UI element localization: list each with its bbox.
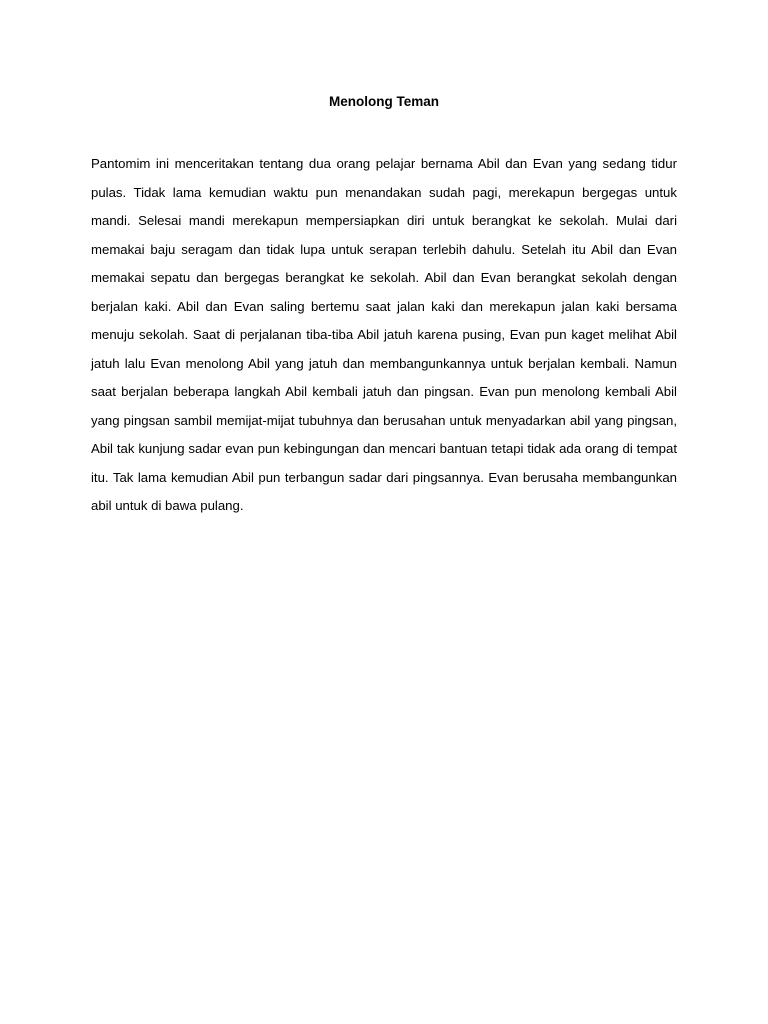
document-title: Menolong Teman [329, 94, 439, 109]
document-paragraph: Pantomim ini menceritakan tentang dua orang pelajar bernama Abil dan Evan yang sedang tidur pulas. Tidak lama kemudian waktu pun menandakan sudah pagi, merekapun bergegas untuk mandi. Selesai mandi merekapun mempersiapkan diri untuk berangkat ke sekolah. Mulai dari memakai baju seragam dan tidak lupa untuk serapan terlebih dahulu. Setelah itu Abil dan Evan memakai sepatu dan bergegas berangkat ke sekolah. Abil dan Evan berangkat sekolah dengan berjalan kaki. Abil dan Evan saling bertemu saat jalan kaki dan merekapun jalan kaki bersama menuju sekolah. Saat di perjalanan tiba-tiba Abil jatuh karena pusing, Evan pun kaget melihat Abil jatuh lalu Evan menolong Abil yang jatuh dan membangunkannya untuk berjalan kembali. Namun saat berjalan beberapa langkah Abil kembali jatuh dan pingsan. Evan pun menolong kembali Abil yang pingsan sambil memijat-mijat tubuhnya dan berusahan untuk menyadarkan abil yang pingsan, Abil tak kunjung sadar evan pun kebingungan dan mencari bantuan tetapi tidak ada orang di tempat itu. Tak lama kemudian Abil pun terbangun sadar dari pingsannya. Evan berusaha membangunkan abil untuk di bawa pulang. [91, 156, 677, 513]
